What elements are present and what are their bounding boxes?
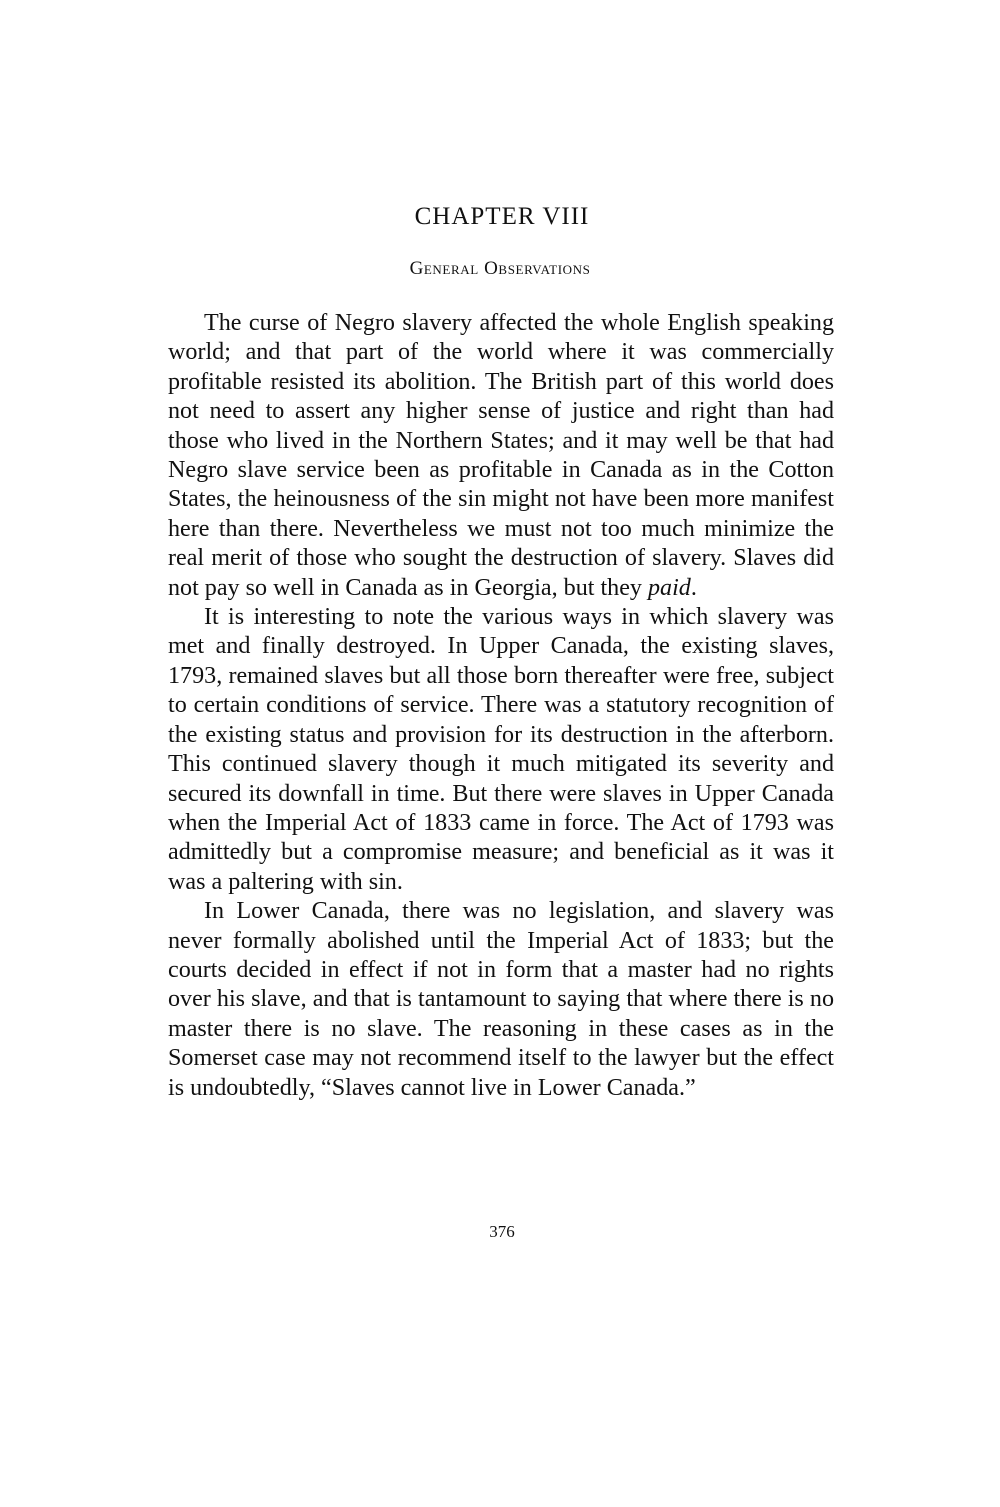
paragraph-3: In Lower Canada, there was no legislation, and slavery was never formally abolished until the Imperial Act of 1833; but the courts decided in effect if not in form that a master had no rights over his slave, and that is tantamount to saying that where there is no master there is no slave. The reasoning in these cases as in the Somerset case may not recommend itself to the lawyer but the effect is undoubtedly, “Slaves cannot live in Lower Canada.” [168, 898, 834, 1101]
chapter-body [168, 309, 834, 1103]
chapter-title: CHAPTER VIII [414, 203, 590, 230]
paragraph-1 [168, 309, 834, 603]
paragraph-1-emphasis: paid [648, 574, 691, 601]
chapter-subtitle: General Observations [409, 258, 591, 279]
paragraph-2: It is interesting to note the various ways in which slavery was met and finally destroyed. In Upper Canada, the existing slaves, 1793, remained slaves but all those born thereafter were free, subject to certain conditions of service. There was a statutory recognition of the existing status and provision for its destruction in the afterborn. This continued slavery though it much mitigated its severity and secured its downfall in time. But there were slaves in Upper Canada when the Imperial Act of 1833 came in force. The Act of 1793 was admittedly but a compromise measure; and beneficial as it was it was a paltering with sin. [168, 604, 834, 895]
paragraph-1-text: The curse of Negro slavery affected the whole English speaking world; and that part of the world where it was commercially profitable resisted its abolition. The British part of this world does not need to assert any higher sense of justice and right than had those who lived in the Northern States; and it may well be that had Negro slave service been as profitable in Canada as in the Cotton States, the heinousness of the sin might not have been more manifest here than there. Nevertheless we must not too much minimize the real merit of those who sought the destruction of slavery. Slaves did not pay so well in Canada as in Georgia, but they [168, 310, 834, 601]
paragraph-1-end: . [690, 574, 697, 601]
page-number: 376 [489, 1222, 515, 1241]
